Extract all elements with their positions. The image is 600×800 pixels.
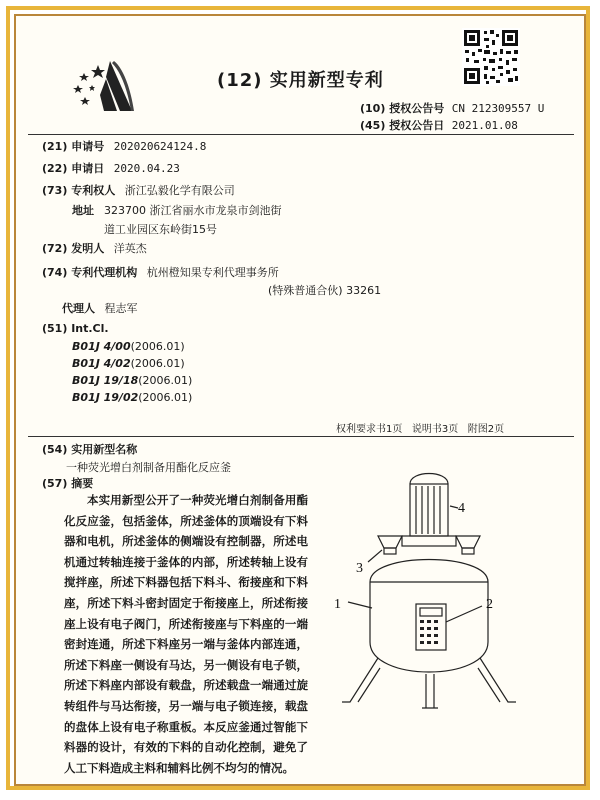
app-number: 202020624124.8 [113, 140, 207, 153]
reactor-figure [330, 462, 580, 722]
agency-name-line-1: 杭州橙知果专利代理事务所 [146, 266, 279, 279]
address-label: 地址 [72, 204, 94, 217]
figure-label-2: 2 [486, 597, 493, 612]
agency-label: (74) 专利代理机构 [42, 266, 138, 279]
invention-name: 一种荧光增白剂制备用酯化反应釜 [66, 461, 231, 474]
agent-label: 代理人 [62, 302, 95, 315]
inventor-name: 洋英杰 [113, 242, 147, 255]
motor-base [402, 536, 456, 546]
ipc-code: B01J 19/18 [72, 374, 139, 387]
agency-name-line-2: (特殊普通合伙) 33261 [268, 284, 382, 297]
invention-name-label: (54) 实用新型名称 [42, 443, 138, 456]
ipc-entry [72, 374, 192, 387]
pub-number: CN 212309557 U [451, 102, 545, 115]
pub-number-label: (10) 授权公告号 [360, 102, 445, 115]
ipc-label: (51) Int.Cl. [42, 322, 109, 335]
ipc-entry [72, 391, 192, 404]
owner-name: 浙江弘毅化学有限公司 [124, 184, 235, 197]
qr-code-icon [462, 28, 520, 86]
agent-row [62, 300, 138, 316]
ipc-date: (2006.01) [138, 374, 193, 387]
figure-label-4: 4 [458, 501, 465, 516]
address-line-2: 道工业园区东岭街15号 [104, 223, 217, 236]
agent-name: 程志军 [104, 302, 138, 315]
document-title: (12) 实用新型专利 [217, 70, 384, 91]
ipc-date: (2006.01) [138, 391, 193, 404]
ipc-entry [72, 340, 185, 353]
leg-right [478, 658, 516, 702]
abstract-label: (57) 摘要 [42, 477, 94, 490]
ipc-code: B01J 4/02 [72, 357, 131, 370]
header-rule [28, 134, 574, 135]
page-count-summary: 权利要求书1页 说明书3页 附图2页 [336, 424, 505, 435]
pub-date-label: (45) 授权公告日 [360, 119, 445, 132]
figure-label-3: 3 [356, 561, 363, 576]
pub-date-row [360, 117, 518, 133]
leg-center [422, 674, 438, 708]
left-hopper [378, 536, 402, 548]
abstract-paragraph: 本实用新型公开了一种荧光增白剂制备用酯化反应釜，包括釜体，所述釜体的顶端设有下料器和电机，所述釜体的侧端设有控制器，所述电机通过转轴连接于釜体的内部，所述转轴上设有搅拌座，所述下料器包括下料斗、衔接座和下料座，所述下料斗密封固定于衔接座上，所述衔接座上设有电子阀门，所述衔接座与下料座的一端密封连通，所述下料座另一端与釜体内部连通，所述下料座一侧设有马达，另一侧设有电子锁，所述下料座内部设有载盘，所述载盘一端通过旋转组件与马达衔接，另一端与电子锁连接，载盘的盘体上设有电子称重板。本反应釜通过智能下料器的设计，有效的下料的自动化控制，避免了人工下料造成主料和辅料比例不均匀的情况。 [64, 493, 308, 775]
ipc-date: (2006.01) [130, 340, 185, 353]
app-number-row [42, 138, 206, 154]
ipc-code: B01J 4/00 [72, 340, 131, 353]
owner-row [42, 182, 235, 198]
inventor-row [42, 240, 147, 256]
app-date-row [42, 160, 180, 176]
ipc-entry [72, 357, 185, 370]
leg-left [342, 658, 380, 702]
figure-label-1: 1 [334, 597, 341, 612]
abstract-text [64, 490, 308, 778]
ipc-code: B01J 19/02 [72, 391, 139, 404]
pub-date: 2021.01.08 [451, 119, 518, 132]
pub-number-row [360, 100, 544, 116]
vessel-top [370, 560, 488, 583]
app-date-label: (22) 申请日 [42, 162, 105, 175]
section-rule [28, 436, 574, 437]
motor-top [410, 474, 448, 485]
app-date: 2020.04.23 [113, 162, 180, 175]
ipc-date: (2006.01) [130, 357, 185, 370]
agency-row [42, 264, 279, 280]
right-hopper [456, 536, 480, 548]
cnipa-logo-icon [70, 55, 140, 115]
address-line-1: 323700 浙江省丽水市龙泉市剑池街 [104, 204, 282, 217]
owner-label: (73) 专利权人 [42, 184, 116, 197]
app-number-label: (21) 申请号 [42, 140, 105, 153]
inventor-label: (72) 发明人 [42, 242, 105, 255]
